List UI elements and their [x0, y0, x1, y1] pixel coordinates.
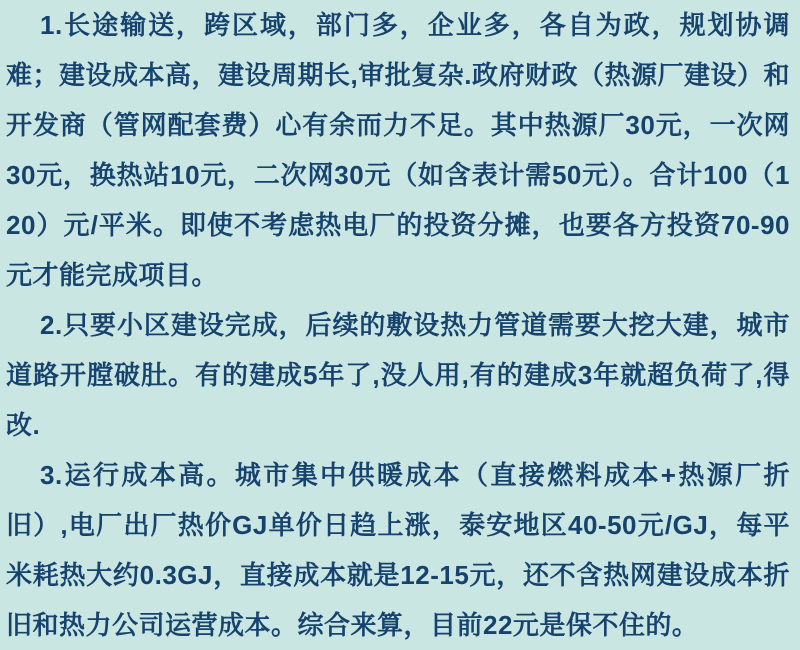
paragraph-2-pipeline-rework: 2.只要小区建设完成，后续的敷设热力管道需要大挖大建，城市道路开膛破肚。有的建成5年了,没人用,有的建成3年就超负荷了,得改. [6, 310, 790, 440]
paragraph-3-operating-cost: 3.运行成本高。城市集中供暖成本（直接燃料成本+热源厂折旧）,电厂出厂热价GJ单价日趋上涨，泰安地区40-50元/GJ，每平米耗热大约0.3GJ，直接成本就是12-15元，还不含热网建设成本折旧和热力公司运营成本。综合来算，目前22元是保不住的。 [6, 460, 790, 640]
paragraph-1-transport-and-construction-cost: 1.长途输送，跨区域，部门多，企业多，各自为政，规划协调难；建设成本高，建设周期长,审批复杂.政府财政（热源厂建设）和开发商（管网配套费）心有余而力不足。其中热源厂30元，一次网30元，换热站10元，二次网30元（如含表计需50元）。合计100（120）元/平米。即使不考虑热电厂的投资分摊，也要各方投资70-90元才能完成项目。 [6, 10, 790, 290]
